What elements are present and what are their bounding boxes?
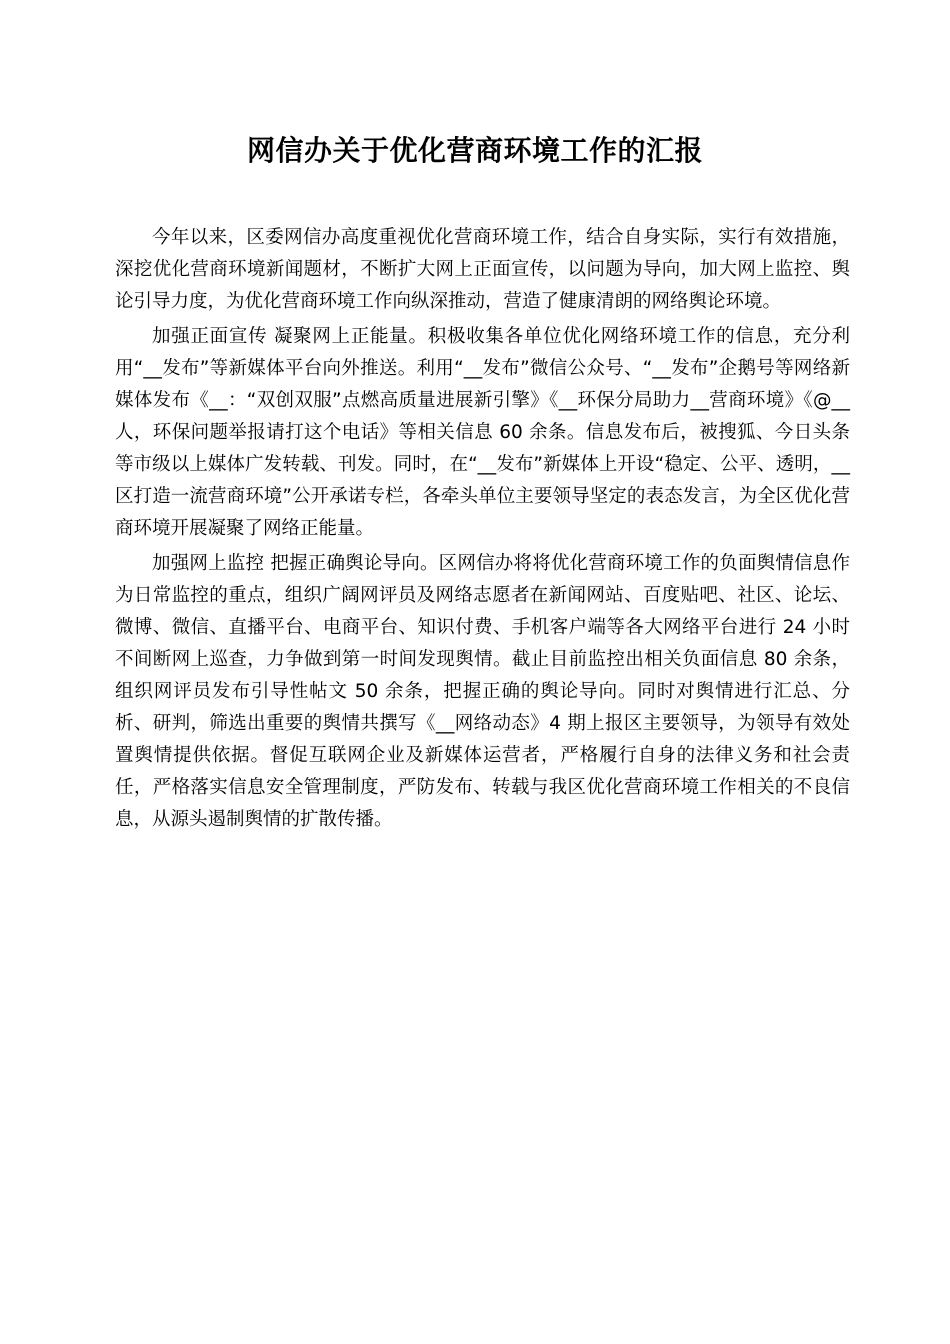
paragraph-positive-publicity: 加强正面宣传 凝聚网上正能量。积极收集各单位优化网络环境工作的信息，充分利用“__发布”等新媒体平台向外推送。利用“__发布”微信公众号、“__发布”企鹅号等网络新媒体发布《__：“双创双服”点燃高质量进展新引擎》《__环保分局助力__营商环境》《@__人，环保问题举报请打这个电话》等相关信息 60 余条。信息发布后，被搜狐、今日头条等市级以上媒体广发转载、刊发。同时，在“__发布”新媒体上开设“稳定、公平、透明，__区打造一流营商环境”公开承诺专栏，各牵头单位主要领导坚定的表态发言，为全区优化营商环境开展凝聚了网络正能量。 [115,326,850,539]
paragraph-intro: 今年以来，区委网信办高度重视优化营商环境工作，结合自身实际，实行有效措施，深挖优化营商环境新闻题材，不断扩大网上正面宣传，以问题为导向，加大网上监控、舆论引导力度，为优化营商环境工作向纵深推动，营造了健康清朗的网络舆论环境。 [115,227,850,312]
paragraph-online-monitoring: 加强网上监控 把握正确舆论导向。区网信办将将优化营商环境工作的负面舆情信息作为日常监控的重点，组织广阔网评员及网络志愿者在新闻网站、百度贴吧、社区、论坛、微博、微信、直播平台、电商平台、知识付费、手机客户端等各大网络平台进行 24 小时不间断网上巡查，力争做到第一时间发现舆情。截止目前监控出相关负面信息 80 余条，组织网评员发布引导性帖文 50 余条，把握正确的舆论导向。同时对舆情进行汇总、分析、研判，筛选出重要的舆情共撰写《__网络动态》4 期上报区主要领导，为领导有效处置舆情提供依据。督促互联网企业及新媒体运营者，严格履行自身的法律义务和社会责任，严格落实信息安全管理制度，严防发布、转载与我区优化营商环境工作相关的不良信息，从源头遏制舆情的扩散传播。 [115,553,850,830]
document-body [115,222,850,839]
document-title: 网信办关于优化营商环境工作的汇报 [246,134,703,167]
